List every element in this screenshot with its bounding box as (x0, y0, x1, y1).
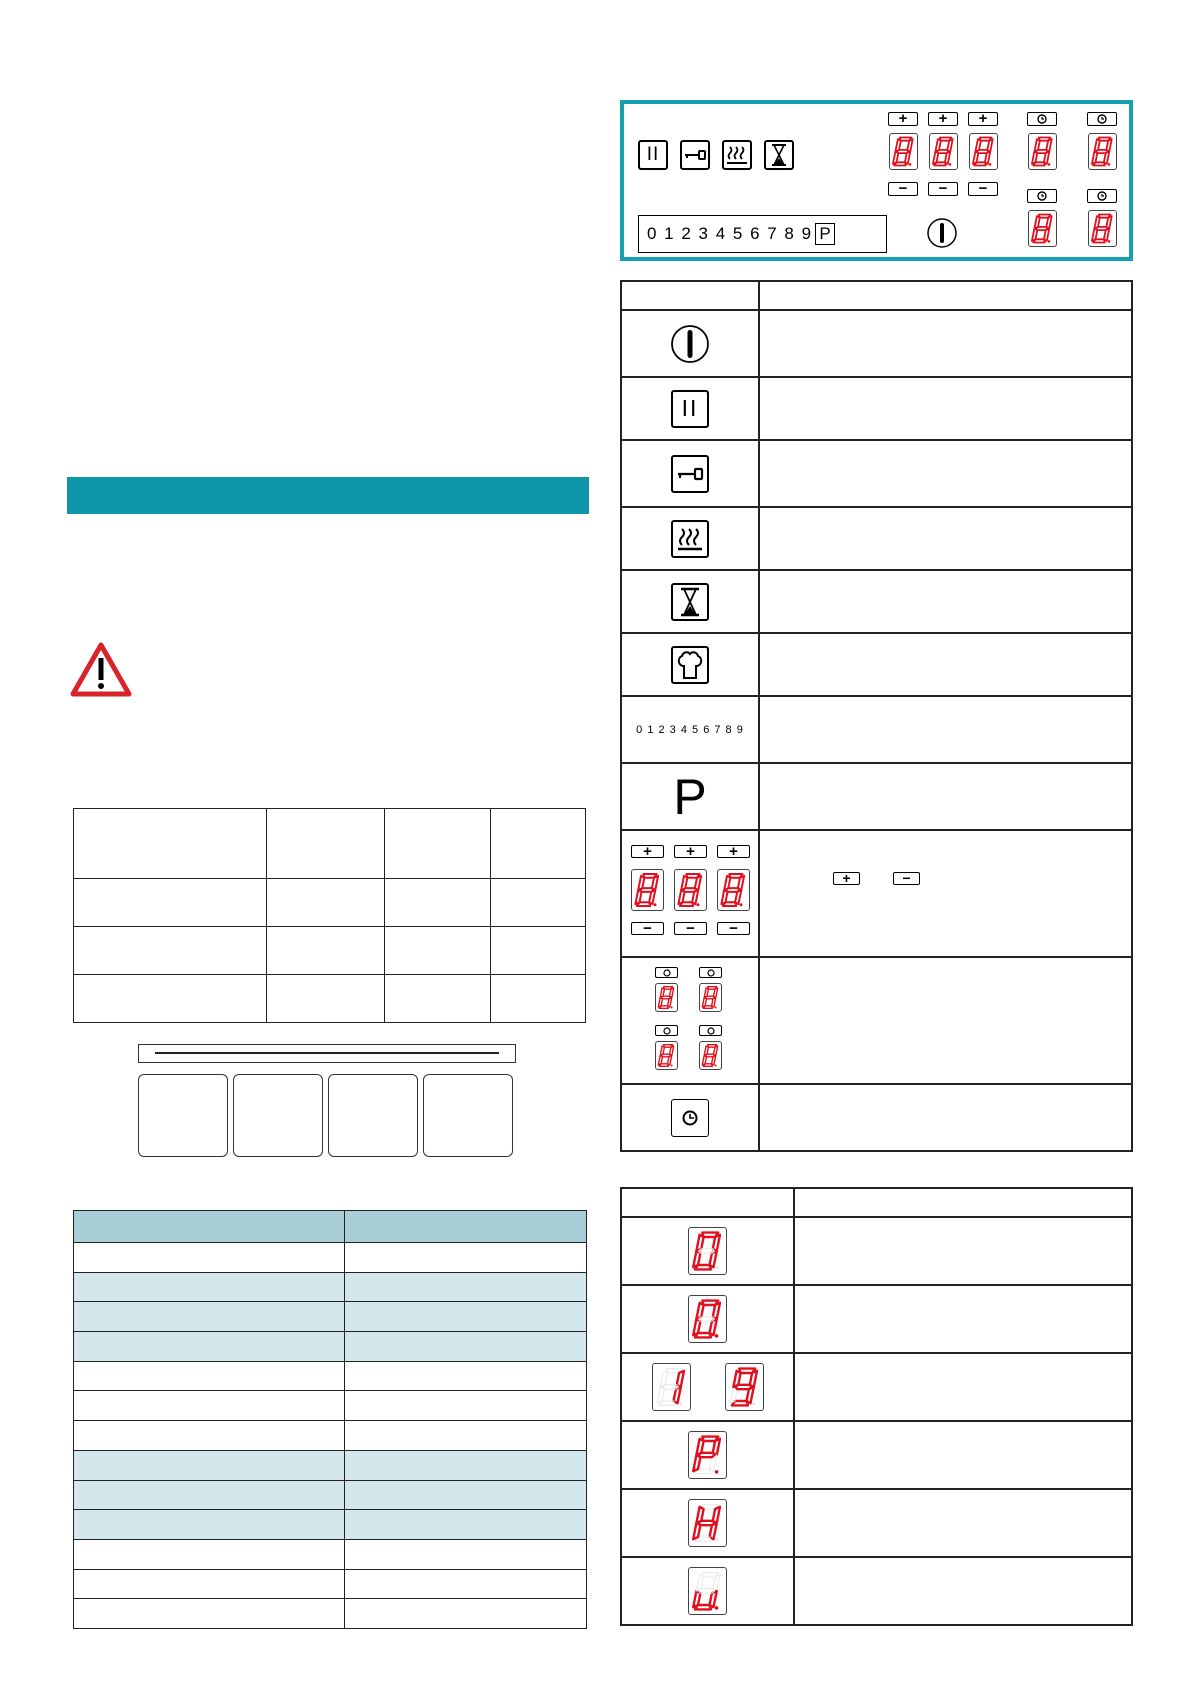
power-level-strip-label: 0 1 2 3 4 5 6 7 8 9 (636, 723, 744, 736)
timer-icon (661, 969, 673, 977)
timer-icon (1035, 114, 1049, 124)
minus-glyph: − (898, 180, 908, 197)
key-lock-key[interactable] (680, 140, 710, 170)
symbol-timer-displays (622, 958, 758, 1083)
timer-display-sample (655, 983, 678, 1012)
symbol-timer-key (622, 1085, 758, 1150)
hob-zone-2 (233, 1074, 323, 1157)
timer-1-lower-display (1028, 210, 1057, 247)
symbol-key-lock (622, 441, 758, 506)
plus-glyph: + (978, 110, 988, 127)
control-panel (620, 100, 1133, 261)
timer-2-key[interactable] (1087, 112, 1117, 126)
symbol-on-off (622, 311, 758, 376)
symbol-pause (622, 378, 758, 439)
zone-1-minus-key[interactable] (888, 182, 918, 196)
on-off-icon (926, 217, 958, 249)
display-u (688, 1567, 727, 1615)
display-table (620, 1187, 1133, 1626)
symbol-booster (622, 764, 758, 829)
pause-label: II (681, 395, 699, 421)
power-level-digits: 0 1 2 3 4 5 6 7 8 9 (647, 224, 812, 243)
hob-diagram (137, 1044, 517, 1159)
timer-icon (1095, 114, 1109, 124)
hob-zone-1 (138, 1074, 228, 1157)
zone-3-display (969, 133, 998, 170)
plus-minus-inline-keys (760, 831, 1131, 956)
timer-icon (661, 1027, 673, 1035)
cooking-zone-table (73, 808, 586, 1023)
display-nine (725, 1363, 764, 1411)
plus-glyph: + (686, 843, 695, 860)
timer-4-key[interactable] (1087, 189, 1117, 203)
display-zero-dot (688, 1295, 727, 1343)
inline-minus-key (893, 872, 920, 885)
timer-icon (705, 969, 717, 977)
zone-1-plus-key[interactable] (888, 112, 918, 126)
minus-glyph: − (938, 180, 948, 197)
power-level-strip[interactable] (638, 215, 887, 253)
inline-plus-key (833, 872, 860, 885)
zone-3-minus-key[interactable] (968, 182, 998, 196)
plus-glyph: + (729, 843, 738, 860)
zone-3-plus-key[interactable] (968, 112, 998, 126)
hob-top-bar (138, 1044, 516, 1063)
display-zero (688, 1227, 727, 1275)
key-lock-icon (676, 466, 704, 482)
symbol-keep-warm (622, 508, 758, 569)
minus-glyph: − (902, 870, 911, 886)
symbol-table (620, 280, 1133, 1152)
plus-glyph: + (938, 110, 948, 127)
timer-3-key[interactable] (1027, 189, 1057, 203)
timer-2-upper-display (1088, 133, 1117, 170)
zone-display-sample (631, 869, 664, 911)
display-h (688, 1499, 727, 1547)
timer-icon (1095, 191, 1109, 201)
minus-glyph: − (729, 920, 738, 937)
hourglass-key[interactable] (764, 140, 794, 170)
plus-glyph: + (643, 843, 652, 860)
zone-display-sample (717, 869, 750, 911)
zone-2-display (929, 133, 958, 170)
booster-p-label: P (673, 768, 707, 825)
plus-glyph: + (842, 870, 851, 886)
pause-key-label: II (646, 144, 660, 165)
timer-display-sample (699, 983, 722, 1012)
symbol-power-level-strip (622, 697, 758, 762)
booster-letter: P (819, 224, 831, 243)
minus-glyph: − (978, 180, 988, 197)
timer-icon (705, 1027, 717, 1035)
keep-warm-key[interactable] (722, 140, 752, 170)
symbol-hourglass (622, 571, 758, 632)
on-off-key[interactable] (926, 217, 958, 249)
zone-2-minus-key[interactable] (928, 182, 958, 196)
timer-1-key[interactable] (1027, 112, 1057, 126)
specification-table (73, 1210, 587, 1629)
booster-box (815, 223, 835, 245)
hourglass-icon (770, 143, 788, 167)
section-header-bar (67, 477, 589, 514)
pause-icon (671, 390, 709, 428)
hourglass-icon (679, 587, 701, 617)
timer-display-sample (655, 1041, 678, 1070)
timer-1-upper-display (1028, 133, 1057, 170)
symbol-zone-displays (622, 831, 758, 956)
hob-zone-4 (423, 1074, 513, 1157)
timer-display-sample (699, 1041, 722, 1070)
plus-glyph: + (898, 110, 908, 127)
on-off-icon (670, 324, 710, 364)
keep-warm-icon (677, 527, 703, 551)
key-lock-icon (683, 148, 707, 162)
pause-key[interactable] (638, 140, 668, 170)
timer-2-lower-display (1088, 210, 1117, 247)
minus-glyph: − (643, 920, 652, 937)
display-p (688, 1431, 727, 1479)
symbol-chef-hat (622, 634, 758, 695)
zone-1-display (889, 133, 918, 170)
warning-icon (70, 642, 132, 698)
timer-key-icon (679, 1110, 701, 1126)
display-one (652, 1363, 691, 1411)
zone-display-sample (674, 869, 707, 911)
chef-hat-icon (676, 650, 704, 680)
minus-glyph: − (686, 920, 695, 937)
hob-zone-3 (328, 1074, 418, 1157)
keep-warm-icon (726, 145, 748, 165)
zone-2-plus-key[interactable] (928, 112, 958, 126)
timer-icon (1035, 191, 1049, 201)
